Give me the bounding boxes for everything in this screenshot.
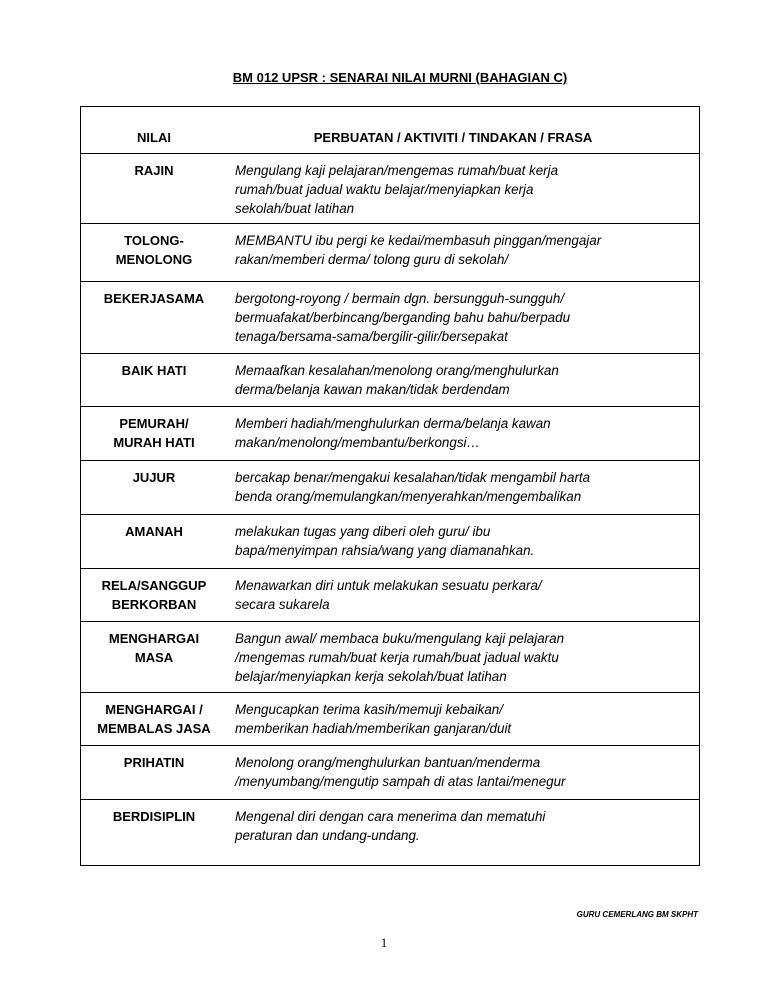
- perbuatan-line: belajar/menyiapkan kerja sekolah/buat latihan: [235, 669, 507, 684]
- perbuatan-cell: [227, 154, 699, 223]
- perbuatan-line: /mengemas rumah/buat kerja rumah/buat jadual waktu: [235, 650, 559, 665]
- table-header: [81, 107, 699, 153]
- perbuatan-line: Mengenal diri dengan cara menerima dan mematuhi: [235, 809, 546, 824]
- nilai-label: MENOLONG: [115, 252, 193, 267]
- values-table: [80, 106, 700, 866]
- nilai-cell: [81, 569, 227, 621]
- perbuatan-line: tenaga/bersama-sama/bergilir-gilir/bersepakat: [235, 329, 508, 344]
- perbuatan-cell: [227, 515, 699, 568]
- table-row: [81, 281, 699, 353]
- perbuatan-cell: [227, 354, 699, 406]
- nilai-label: MURAH HATI: [113, 435, 195, 450]
- nilai-cell: [81, 154, 227, 223]
- perbuatan-cell: [227, 282, 699, 353]
- nilai-label: MENGHARGAI: [108, 631, 200, 646]
- perbuatan-line: Memberi hadiah/menghulurkan derma/belanja kawan: [235, 416, 551, 431]
- nilai-label: AMANAH: [125, 524, 183, 539]
- perbuatan-cell: [227, 461, 699, 514]
- perbuatan-line: secara sukarela: [235, 597, 330, 612]
- document-title: BM 012 UPSR : SENARAI NILAI MURNI (BAHAGIAN C): [232, 70, 568, 85]
- perbuatan-line: peraturan dan undang-undang.: [235, 828, 420, 843]
- perbuatan-line: MEMBANTU ibu pergi ke kedai/membasuh pinggan/mengajar: [235, 233, 602, 248]
- nilai-label: JUJUR: [132, 470, 176, 485]
- nilai-label: PRIHATIN: [123, 755, 185, 770]
- perbuatan-line: bergotong-royong / bermain dgn. bersungguh-sungguh/: [235, 291, 565, 306]
- perbuatan-line: makan/menolong/membantu/berkongsi…: [235, 435, 480, 450]
- perbuatan-cell: [227, 693, 699, 745]
- table-row: [81, 153, 699, 223]
- table-row: [81, 406, 699, 460]
- perbuatan-line: rakan/memberi derma/ tolong guru di sekolah/: [235, 252, 509, 267]
- nilai-label: MEMBALAS JASA: [97, 721, 211, 736]
- nilai-label: BAIK HATI: [121, 363, 187, 378]
- table-row: [81, 460, 699, 514]
- page-number: 1: [380, 935, 388, 950]
- footer-author: GURU CEMERLANG BM SKPHT: [576, 910, 698, 919]
- perbuatan-line: benda orang/memulangkan/menyerahkan/mengembalikan: [235, 489, 582, 504]
- perbuatan-cell: [227, 622, 699, 692]
- perbuatan-line: Memaafkan kesalahan/menolong orang/menghulurkan: [235, 363, 559, 378]
- nilai-label: BERKORBAN: [111, 597, 197, 612]
- perbuatan-cell: [227, 407, 699, 460]
- nilai-cell: [81, 407, 227, 460]
- table-row: [81, 745, 699, 799]
- nilai-label: RELA/SANGGUP: [101, 578, 207, 593]
- perbuatan-line: Menolong orang/menghulurkan bantuan/menderma: [235, 755, 541, 770]
- perbuatan-line: bermuafakat/berbincang/berganding bahu bahu/berpadu: [235, 310, 571, 325]
- header-perbuatan: PERBUATAN / AKTIVITI / TINDAKAN / FRASA: [313, 130, 593, 145]
- perbuatan-cell: [227, 224, 699, 281]
- perbuatan-line: melakukan tugas yang diberi oleh guru/ ibu: [235, 524, 491, 539]
- perbuatan-line: sekolah/buat latihan: [235, 201, 355, 216]
- nilai-label: BEKERJASAMA: [103, 291, 205, 306]
- nilai-label: RAJIN: [134, 163, 174, 178]
- table-row: [81, 353, 699, 406]
- table-row: [81, 568, 699, 621]
- header-nilai: NILAI: [137, 130, 171, 145]
- nilai-cell: [81, 224, 227, 281]
- table-row: [81, 621, 699, 692]
- nilai-cell: [81, 800, 227, 865]
- table-row: [81, 799, 699, 865]
- perbuatan-line: Mengucapkan terima kasih/memuji kebaikan/: [235, 702, 503, 717]
- perbuatan-cell: [227, 569, 699, 621]
- nilai-cell: [81, 746, 227, 799]
- perbuatan-line: memberikan hadiah/memberikan ganjaran/duit: [235, 721, 512, 736]
- table-row: [81, 692, 699, 745]
- perbuatan-line: bapa/menyimpan rahsia/wang yang diamanahkan.: [235, 543, 535, 558]
- table-row: [81, 223, 699, 281]
- perbuatan-line: derma/belanja kawan makan/tidak berdendam: [235, 382, 510, 397]
- nilai-cell: [81, 693, 227, 745]
- perbuatan-line: Menawarkan diri untuk melakukan sesuatu perkara/: [235, 578, 542, 593]
- table-body: [81, 153, 699, 865]
- nilai-cell: [81, 622, 227, 692]
- nilai-label: PEMURAH/: [119, 416, 189, 431]
- perbuatan-line: Bangun awal/ membaca buku/mengulang kaji pelajaran: [235, 631, 565, 646]
- perbuatan-line: rumah/buat jadual waktu belajar/menyiapkan kerja: [235, 182, 534, 197]
- nilai-label: BERDISIPLIN: [112, 809, 196, 824]
- table-row: [81, 514, 699, 568]
- nilai-cell: [81, 515, 227, 568]
- perbuatan-line: /menyumbang/mengutip sampah di atas lantai/menegur: [235, 774, 566, 789]
- nilai-cell: [81, 354, 227, 406]
- nilai-label: TOLONG-: [124, 233, 184, 248]
- perbuatan-line: bercakap benar/mengakui kesalahan/tidak mengambil harta: [235, 470, 591, 485]
- nilai-label: MENGHARGAI /: [105, 702, 203, 717]
- nilai-cell: [81, 461, 227, 514]
- perbuatan-cell: [227, 746, 699, 799]
- perbuatan-line: Mengulang kaji pelajaran/mengemas rumah/buat kerja: [235, 163, 559, 178]
- nilai-cell: [81, 282, 227, 353]
- nilai-label: MASA: [134, 650, 174, 665]
- perbuatan-cell: [227, 800, 699, 865]
